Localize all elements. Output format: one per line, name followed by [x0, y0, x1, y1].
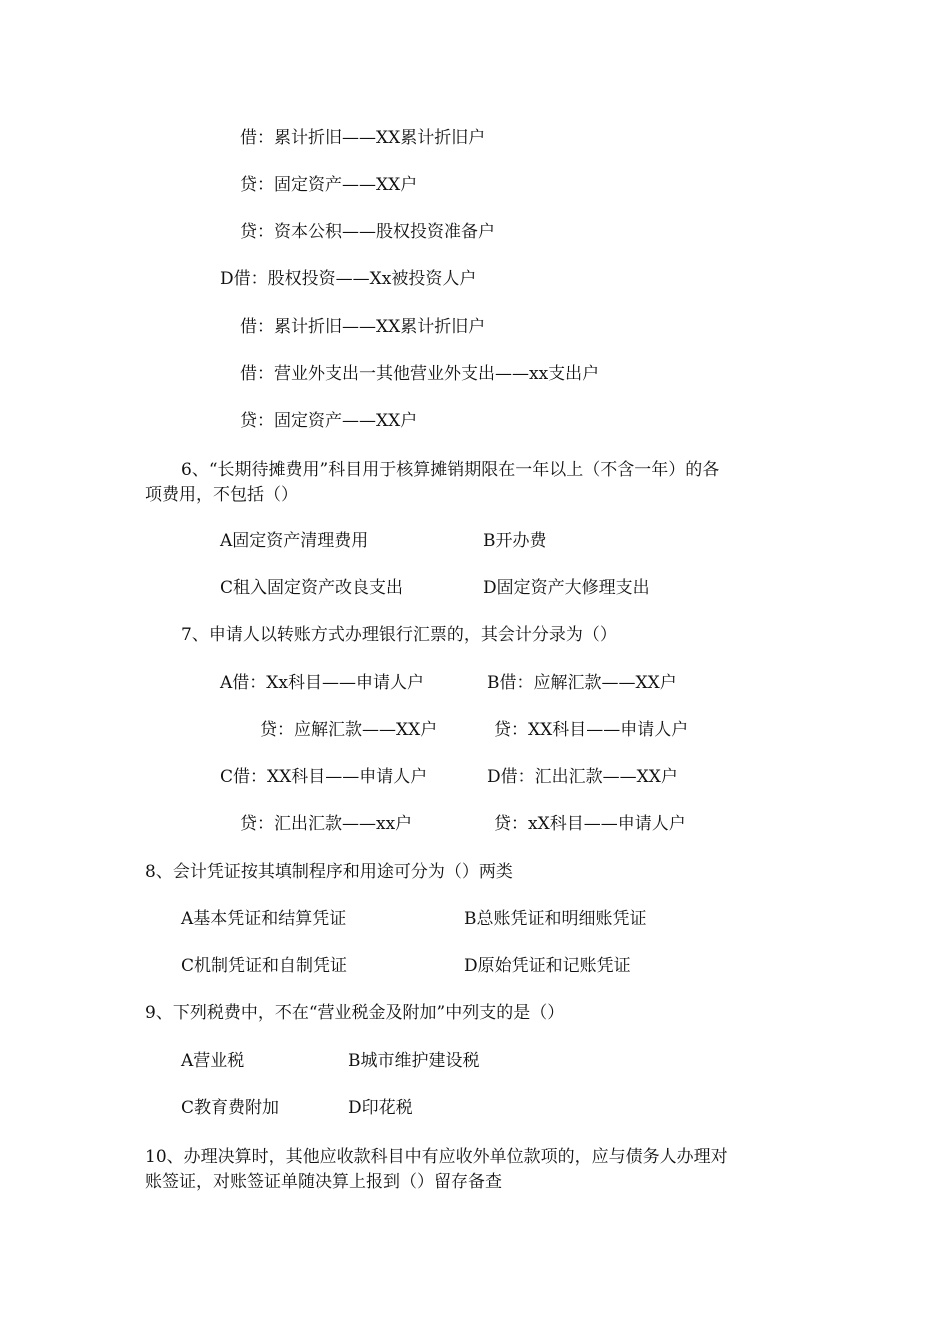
- q7-option-d-line-1: D借：汇出汇款——XX户: [487, 767, 678, 787]
- q6-stem-line-1: 6、“长期待摊费用”科目用于核算摊销期限在一年以上（不含一年）的各: [181, 460, 720, 480]
- q7-option-a-line-2: 贷：应解汇款——XX户: [260, 720, 438, 740]
- q9-option-a: A营业税: [181, 1051, 245, 1071]
- q8-option-c: C机制凭证和自制凭证: [181, 956, 348, 976]
- q7-option-a-line-1: A借：Xx科目——申请人户: [220, 673, 424, 693]
- q6-option-d: D固定资产大修理支出: [483, 578, 650, 598]
- q7-option-b-line-1: B借：应解汇款——XX户: [487, 673, 677, 693]
- q5-option-d-credit-fixed-assets: 贷：固定资产——XX户: [240, 411, 418, 431]
- q6-stem-line-2: 项费用，不包括（）: [145, 485, 298, 505]
- q7-option-d-line-2: 贷：xX科目——申请人户: [494, 814, 686, 834]
- q5-option-d-debit-depreciation: 借：累计折旧——XX累计折旧户: [240, 317, 486, 337]
- q10-stem-line-1: 10、办理决算时，其他应收款科目中有应收外单位款项的，应与债务人办理对: [145, 1147, 728, 1167]
- q8-option-b: B总账凭证和明细账凭证: [464, 909, 647, 929]
- q8-option-a: A基本凭证和结算凭证: [181, 909, 347, 929]
- q9-option-d: D印花税: [348, 1098, 413, 1118]
- q5-option-d-debit-nonoperating-expense: 借：营业外支出一其他营业外支出——xx支出户: [240, 364, 600, 384]
- q6-option-b: B开办费: [483, 531, 547, 551]
- q7-option-c-line-1: C借：XX科目——申请人户: [220, 767, 428, 787]
- q5-option-d-debit-equity-investment: D借：股权投资——Xx被投资人户: [220, 269, 477, 289]
- q9-stem: 9、下列税费中，不在“营业税金及附加”中列支的是（）: [145, 1003, 565, 1023]
- q9-option-c: C教育费附加: [181, 1098, 280, 1118]
- q5-option-c-debit-depreciation: 借：累计折旧——XX累计折旧户: [240, 128, 486, 148]
- q8-option-d: D原始凭证和记账凭证: [464, 956, 631, 976]
- q7-stem: 7、申请人以转账方式办理银行汇票的，其会计分录为（）: [181, 625, 617, 645]
- q7-option-c-line-2: 贷：汇出汇款——xx户: [240, 814, 413, 834]
- q6-option-c: C租入固定资产改良支出: [220, 578, 404, 598]
- q9-option-b: B城市维护建设税: [348, 1051, 480, 1071]
- q6-option-a: A固定资产清理费用: [220, 531, 369, 551]
- q7-option-b-line-2: 贷：XX科目——申请人户: [494, 720, 689, 740]
- q10-stem-line-2: 账签证，对账签证单随决算上报到（）留存备查: [145, 1172, 502, 1192]
- q5-option-c-credit-capital-reserve: 贷：资本公积——股权投资准备户: [240, 222, 495, 242]
- q5-option-c-credit-fixed-assets: 贷：固定资产——XX户: [240, 175, 418, 195]
- q8-stem: 8、会计凭证按其填制程序和用途可分为（）两类: [145, 862, 513, 882]
